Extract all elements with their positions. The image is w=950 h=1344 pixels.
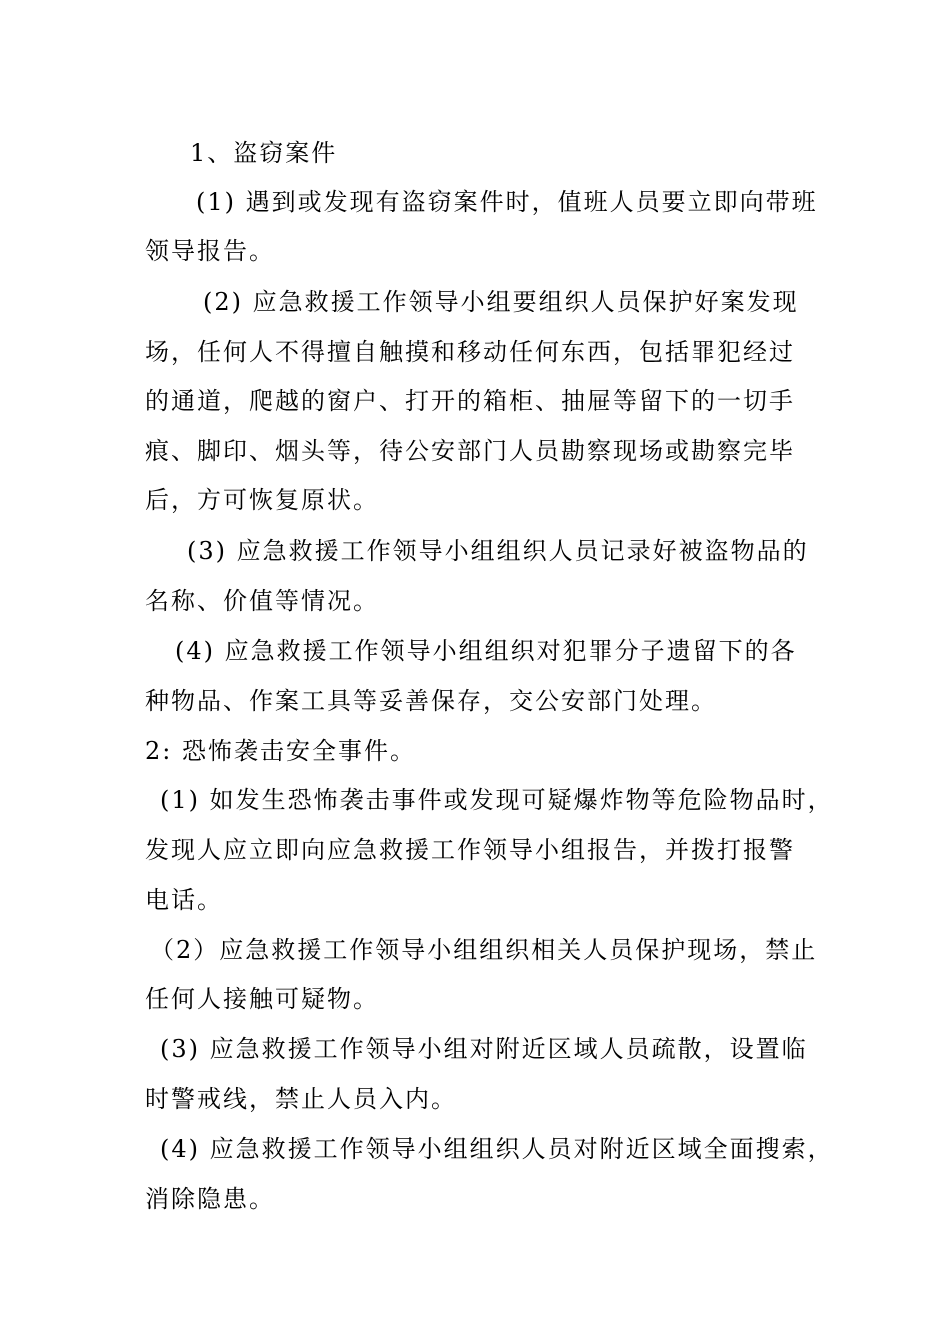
paragraph-line: （2）应急救援工作领导小组组织相关人员保护现场，禁止 <box>150 936 818 964</box>
paragraph-line: (4) 应急救援工作领导小组组织对犯罪分子遗留下的各 <box>175 637 797 665</box>
paragraph-line: 领导报告。 <box>145 237 275 265</box>
paragraph-line: 消除隐患。 <box>145 1185 275 1213</box>
paragraph-line: 痕、脚印、烟头等，待公安部门人员勘察现场或勘察完毕 <box>145 437 795 465</box>
paragraph-line: 后，方可恢复原状。 <box>145 486 379 514</box>
paragraph-line: (1) 如发生恐怖袭击事件或发现可疑爆炸物等危险物品时， <box>160 786 834 814</box>
paragraph-line: 场，任何人不得擅自触摸和移动任何东西，包括罪犯经过 <box>145 338 795 366</box>
paragraph-line: 电话。 <box>145 886 223 914</box>
paragraph-line: 的通道，爬越的窗户、打开的箱柜、抽屉等留下的一切手 <box>145 387 795 415</box>
paragraph-line: (4) 应急救援工作领导小组组织人员对附近区域全面搜索， <box>160 1135 834 1163</box>
paragraph-line: (3) 应急救援工作领导小组对附近区域人员疏散，设置临 <box>160 1035 808 1063</box>
paragraph-line: 时警戒线，禁止人员入内。 <box>145 1085 457 1113</box>
paragraph-line: 发现人应立即向应急救援工作领导小组报告，并拨打报警 <box>145 836 795 864</box>
heading-theft-cases: 1、盗窃案件 <box>190 139 338 167</box>
paragraph-line: 任何人接触可疑物。 <box>145 985 379 1013</box>
paragraph-line: (3) 应急救援工作领导小组组织人员记录好被盗物品的 <box>187 537 809 565</box>
paragraph-line: (1) 遇到或发现有盗窃案件时，值班人员要立即向带班 <box>196 188 818 216</box>
paragraph-line: 名称、价值等情况。 <box>145 587 379 615</box>
paragraph-line: 种物品、作案工具等妥善保存，交公安部门处理。 <box>145 687 717 715</box>
heading-terror-attack: 2: 恐怖袭击安全事件。 <box>145 737 416 765</box>
paragraph-line: (2) 应急救援工作领导小组要组织人员保护好案发现 <box>203 288 799 316</box>
